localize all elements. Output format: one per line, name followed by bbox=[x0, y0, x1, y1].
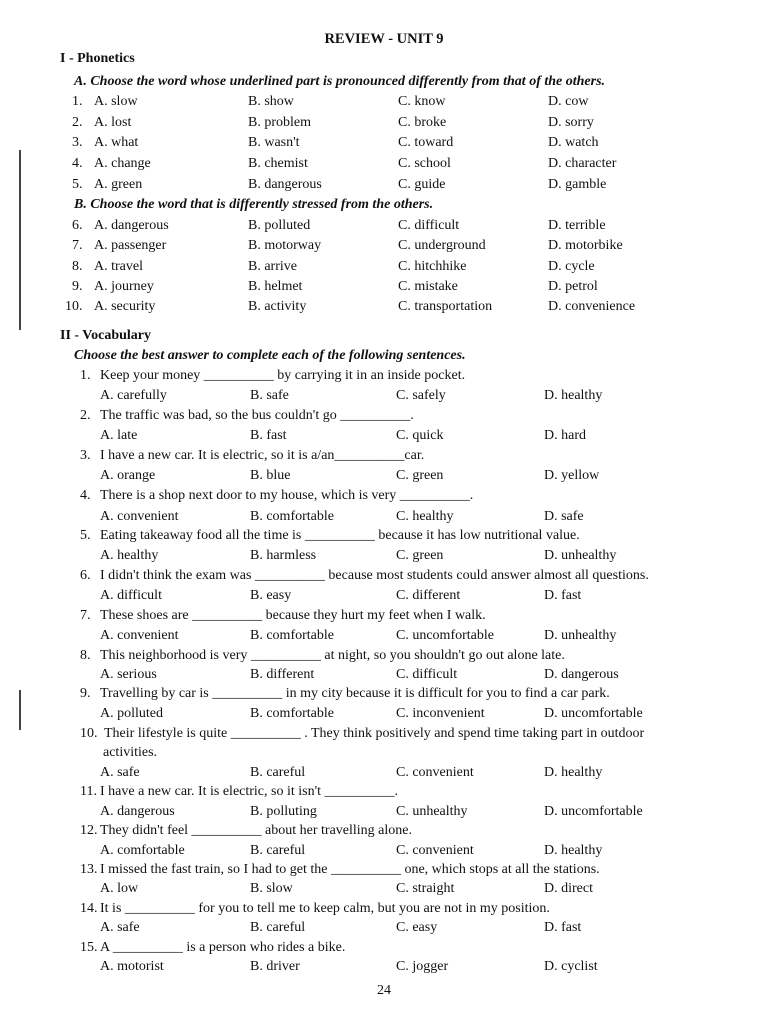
question-stem-row bbox=[0, 528, 768, 548]
option-c[interactable]: C. green bbox=[396, 468, 444, 483]
question-number: 12. bbox=[80, 823, 98, 838]
question-row bbox=[0, 279, 768, 299]
option-b[interactable]: B. activity bbox=[248, 299, 307, 314]
question-stem-row bbox=[0, 940, 768, 960]
option-d[interactable]: D. fast bbox=[544, 588, 582, 603]
question-number: 6. bbox=[72, 218, 83, 233]
question-stem-row bbox=[0, 862, 768, 882]
option-d[interactable]: D. healthy bbox=[544, 843, 603, 858]
answer-options-row bbox=[0, 765, 768, 785]
instruction-part-a: A. Choose the word whose underlined part is pronounced differently from that of the others. bbox=[74, 74, 606, 89]
question-row bbox=[0, 156, 768, 176]
option-b[interactable]: B. careful bbox=[250, 765, 306, 780]
option-c[interactable]: C. toward bbox=[398, 135, 454, 150]
option-a[interactable]: A. comfortable bbox=[100, 843, 185, 858]
option-c[interactable]: C. difficult bbox=[398, 218, 460, 233]
question-number: 13. bbox=[80, 862, 98, 877]
option-c[interactable]: C. transportation bbox=[398, 299, 493, 314]
option-b[interactable]: B. safe bbox=[250, 388, 289, 403]
option-a[interactable]: A. safe bbox=[100, 920, 140, 935]
option-c[interactable]: C. unhealthy bbox=[396, 804, 468, 819]
option-d[interactable]: D. cyclist bbox=[544, 959, 598, 974]
question-text: I have a new car. It is electric, so it isn't __________. bbox=[100, 784, 398, 799]
option-a[interactable]: A. journey bbox=[94, 279, 154, 294]
question-number: 5. bbox=[72, 177, 83, 192]
option-c[interactable]: C. safely bbox=[396, 388, 446, 403]
question-number: 4. bbox=[80, 488, 91, 503]
question-text: These shoes are __________ because they hurt my feet when I walk. bbox=[100, 608, 486, 623]
option-d[interactable]: D. fast bbox=[544, 920, 582, 935]
question-row bbox=[0, 218, 768, 238]
question-text: I didn't think the exam was __________ because most students could answer almost all questions. bbox=[100, 568, 649, 583]
question-number: 10. bbox=[65, 299, 83, 314]
question-text: This neighborhood is very __________ at night, so you shouldn't go out alone late. bbox=[100, 648, 565, 663]
option-a[interactable]: A. serious bbox=[100, 667, 157, 682]
option-a[interactable]: A. passenger bbox=[94, 238, 167, 253]
option-b[interactable]: B. slow bbox=[250, 881, 293, 896]
answer-options-row bbox=[0, 804, 768, 824]
question-number: 8. bbox=[72, 259, 83, 274]
option-b[interactable]: B. comfortable bbox=[250, 706, 334, 721]
question-row bbox=[0, 94, 768, 114]
question-stem-row bbox=[0, 368, 768, 388]
option-c[interactable]: C. difficult bbox=[396, 667, 458, 682]
option-c[interactable]: C. know bbox=[398, 94, 446, 109]
option-a[interactable]: A. difficult bbox=[100, 588, 162, 603]
section-heading-vocabulary: II - Vocabulary bbox=[60, 328, 152, 343]
option-b[interactable]: B. blue bbox=[250, 468, 291, 483]
option-a[interactable]: A. change bbox=[94, 156, 151, 171]
question-number: 8. bbox=[80, 648, 91, 663]
option-d[interactable]: D. dangerous bbox=[544, 667, 619, 682]
option-c[interactable]: C. mistake bbox=[398, 279, 458, 294]
question-text: The traffic was bad, so the bus couldn't go __________. bbox=[100, 408, 414, 423]
page-title: REVIEW - UNIT 9 bbox=[324, 31, 444, 47]
option-b[interactable]: B. driver bbox=[250, 959, 300, 974]
answer-options-row bbox=[0, 628, 768, 648]
option-d[interactable]: D. uncomfortable bbox=[544, 804, 643, 819]
question-stem-row bbox=[0, 823, 768, 843]
instruction-part-b: B. Choose the word that is differently stressed from the others. bbox=[74, 197, 434, 212]
question-stem-row bbox=[0, 408, 768, 428]
question-number: 11. bbox=[80, 784, 97, 799]
option-d[interactable]: D. petrol bbox=[548, 279, 598, 294]
answer-options-row bbox=[0, 468, 768, 488]
question-text: They didn't feel __________ about her travelling alone. bbox=[100, 823, 412, 838]
option-a[interactable]: A. polluted bbox=[100, 706, 163, 721]
option-b[interactable]: B. fast bbox=[250, 428, 287, 443]
option-d[interactable]: D. motorbike bbox=[548, 238, 623, 253]
question-number: 1. bbox=[80, 368, 91, 383]
answer-options-row bbox=[0, 959, 768, 979]
answer-options-row bbox=[0, 881, 768, 901]
option-a[interactable]: A. green bbox=[94, 177, 143, 192]
option-c[interactable]: C. easy bbox=[396, 920, 438, 935]
answer-options-row bbox=[0, 548, 768, 568]
option-a[interactable]: A. safe bbox=[100, 765, 140, 780]
question-row bbox=[0, 299, 768, 319]
question-number: 14. bbox=[80, 901, 98, 916]
option-b[interactable]: B. polluting bbox=[250, 804, 317, 819]
option-b[interactable]: B. careful bbox=[250, 920, 306, 935]
option-a[interactable]: A. travel bbox=[94, 259, 143, 274]
question-number: 3. bbox=[80, 448, 91, 463]
option-b[interactable]: B. polluted bbox=[248, 218, 311, 233]
option-b[interactable]: B. easy bbox=[250, 588, 292, 603]
option-d[interactable]: D. yellow bbox=[544, 468, 600, 483]
option-d[interactable]: D. direct bbox=[544, 881, 593, 896]
question-text: Keep your money __________ by carrying it in an inside pocket. bbox=[100, 368, 466, 383]
option-a[interactable]: A. motorist bbox=[100, 959, 164, 974]
question-text: It is __________ for you to tell me to keep calm, but you are not in my position. bbox=[100, 901, 550, 916]
question-number: 1. bbox=[72, 94, 83, 109]
option-a[interactable]: A. dangerous bbox=[94, 218, 169, 233]
option-b[interactable]: B. helmet bbox=[248, 279, 303, 294]
option-c[interactable]: C. guide bbox=[398, 177, 446, 192]
option-d[interactable]: D. unhealthy bbox=[544, 628, 617, 643]
option-c[interactable]: C. hitchhike bbox=[398, 259, 467, 274]
question-text: A __________ is a person who rides a bike. bbox=[100, 940, 346, 955]
question-stem-row bbox=[0, 488, 768, 508]
question-number: 15. bbox=[80, 940, 98, 955]
option-a[interactable]: A. lost bbox=[94, 115, 132, 130]
option-b[interactable]: B. arrive bbox=[248, 259, 297, 274]
question-number: 4. bbox=[72, 156, 83, 171]
option-c[interactable]: C. different bbox=[396, 588, 461, 603]
question-number: 9. bbox=[80, 686, 91, 701]
option-c[interactable]: C. inconvenient bbox=[396, 706, 485, 721]
option-a[interactable]: A. slow bbox=[94, 94, 138, 109]
question-stem-row bbox=[0, 901, 768, 921]
question-text: Eating takeaway food all the time is __________ because it has low nutritional value. bbox=[100, 528, 580, 543]
option-d[interactable]: D. uncomfortable bbox=[544, 706, 643, 721]
answer-options-row bbox=[0, 428, 768, 448]
question-stem-row bbox=[0, 448, 768, 468]
answer-options-row bbox=[0, 920, 768, 940]
question-text: Travelling by car is __________ in my city because it is difficult for you to find a car park. bbox=[100, 686, 610, 701]
option-d[interactable]: D. character bbox=[548, 156, 617, 171]
option-c[interactable]: C. healthy bbox=[396, 509, 454, 524]
option-b[interactable]: B. dangerous bbox=[248, 177, 322, 192]
option-b[interactable]: B. show bbox=[248, 94, 294, 109]
option-d[interactable]: D. unhealthy bbox=[544, 548, 617, 563]
question-number: 7. bbox=[80, 608, 91, 623]
question-number: 2. bbox=[80, 408, 91, 423]
option-b[interactable]: B. wasn't bbox=[248, 135, 300, 150]
option-d[interactable]: D. gamble bbox=[548, 177, 607, 192]
question-text: I have a new car. It is electric, so it is a/an__________car. bbox=[100, 448, 425, 463]
option-c[interactable]: C. convenient bbox=[396, 765, 474, 780]
question-number: 3. bbox=[72, 135, 83, 150]
option-c[interactable]: C. green bbox=[396, 548, 444, 563]
question-row bbox=[0, 135, 768, 155]
question-stem-row bbox=[0, 608, 768, 628]
question-text: Their lifestyle is quite __________ . They think positively and spend time taking part in outdoor bbox=[104, 726, 645, 741]
option-b[interactable]: B. chemist bbox=[248, 156, 308, 171]
option-c[interactable]: C. straight bbox=[396, 881, 455, 896]
question-row bbox=[0, 177, 768, 197]
option-a[interactable]: A. what bbox=[94, 135, 139, 150]
page-number: 24 bbox=[377, 983, 391, 998]
question-row bbox=[0, 259, 768, 279]
option-d[interactable]: D. healthy bbox=[544, 388, 603, 403]
question-number: 9. bbox=[72, 279, 83, 294]
answer-options-row bbox=[0, 706, 768, 726]
question-stem-row bbox=[0, 568, 768, 588]
option-d[interactable]: D. hard bbox=[544, 428, 586, 443]
option-c[interactable]: C. broke bbox=[398, 115, 447, 130]
option-d[interactable]: D. cow bbox=[548, 94, 589, 109]
option-d[interactable]: D. sorry bbox=[548, 115, 594, 130]
option-b[interactable]: B. comfortable bbox=[250, 509, 334, 524]
option-d[interactable]: D. watch bbox=[548, 135, 599, 150]
section-heading-phonetics: I - Phonetics bbox=[60, 51, 135, 66]
question-text-continued: activities. bbox=[103, 745, 158, 760]
option-a[interactable]: A. convenient bbox=[100, 509, 179, 524]
answer-options-row bbox=[0, 509, 768, 529]
option-b[interactable]: B. different bbox=[250, 667, 315, 682]
question-stem-row bbox=[0, 784, 768, 804]
question-number: 6. bbox=[80, 568, 91, 583]
option-d[interactable]: D. convenience bbox=[548, 299, 636, 314]
option-b[interactable]: B. harmless bbox=[250, 548, 317, 563]
option-a[interactable]: A. late bbox=[100, 428, 138, 443]
option-b[interactable]: B. comfortable bbox=[250, 628, 334, 643]
option-a[interactable]: A. security bbox=[94, 299, 156, 314]
instruction-vocabulary: Choose the best answer to complete each of the following sentences. bbox=[74, 348, 466, 363]
question-number: 2. bbox=[72, 115, 83, 130]
option-d[interactable]: D. healthy bbox=[544, 765, 603, 780]
option-b[interactable]: B. careful bbox=[250, 843, 306, 858]
question-number: 7. bbox=[72, 238, 83, 253]
question-stem-row bbox=[0, 648, 768, 668]
question-number: 10. bbox=[80, 726, 98, 741]
question-text: I missed the fast train, so I had to get the __________ one, which stops at all the stations. bbox=[100, 862, 600, 877]
question-number: 5. bbox=[80, 528, 91, 543]
question-row bbox=[0, 238, 768, 258]
option-a[interactable]: A. healthy bbox=[100, 548, 159, 563]
answer-options-row bbox=[0, 843, 768, 863]
question-stem-row bbox=[0, 726, 768, 746]
option-b[interactable]: B. motorway bbox=[248, 238, 322, 253]
option-d[interactable]: D. safe bbox=[544, 509, 584, 524]
option-c[interactable]: C. convenient bbox=[396, 843, 474, 858]
question-text: There is a shop next door to my house, which is very __________. bbox=[100, 488, 474, 503]
option-a[interactable]: A. carefully bbox=[100, 388, 167, 403]
option-d[interactable]: D. cycle bbox=[548, 259, 595, 274]
option-a[interactable]: A. convenient bbox=[100, 628, 179, 643]
option-c[interactable]: C. school bbox=[398, 156, 451, 171]
question-stem-row bbox=[0, 686, 768, 706]
option-d[interactable]: D. terrible bbox=[548, 218, 606, 233]
option-c[interactable]: C. underground bbox=[398, 238, 486, 253]
option-a[interactable]: A. dangerous bbox=[100, 804, 175, 819]
option-a[interactable]: A. orange bbox=[100, 468, 156, 483]
option-a[interactable]: A. low bbox=[100, 881, 139, 896]
option-c[interactable]: C. quick bbox=[396, 428, 444, 443]
answer-options-row bbox=[0, 588, 768, 608]
option-c[interactable]: C. uncomfortable bbox=[396, 628, 494, 643]
question-row bbox=[0, 115, 768, 135]
answer-options-row bbox=[0, 388, 768, 408]
answer-options-row bbox=[0, 667, 768, 687]
option-c[interactable]: C. jogger bbox=[396, 959, 449, 974]
option-b[interactable]: B. problem bbox=[248, 115, 311, 130]
